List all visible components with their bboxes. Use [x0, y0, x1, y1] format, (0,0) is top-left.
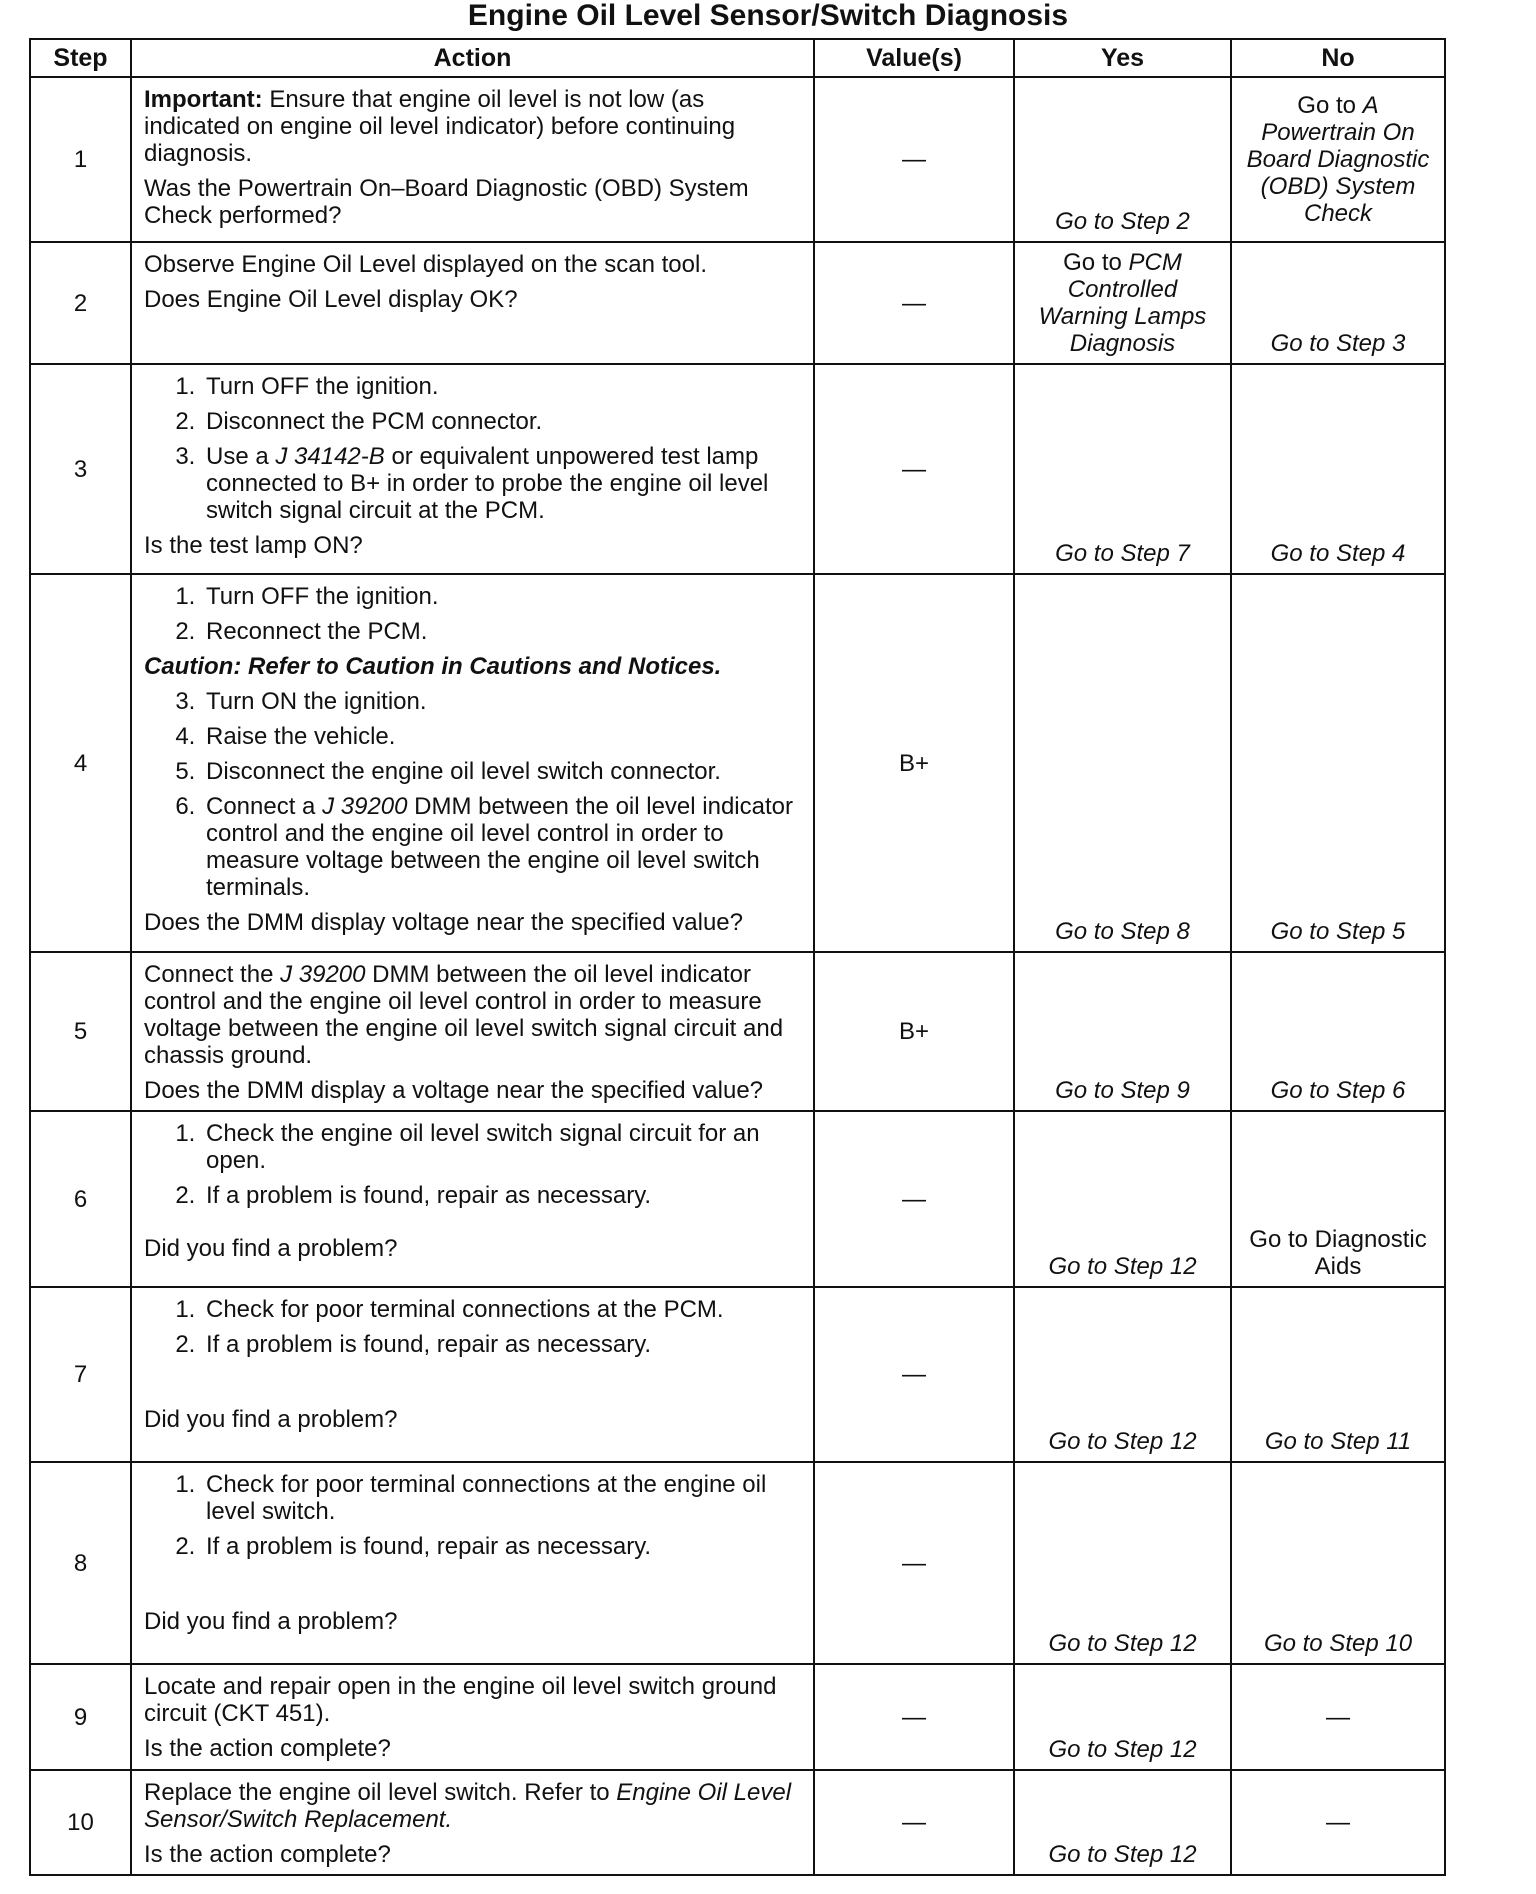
yes-cell: Go to Step 2	[1014, 77, 1231, 242]
question: Is the action complete?	[144, 1841, 391, 1868]
action-cell	[131, 77, 814, 242]
action-cell: Connect the J 39200 DMM between the oil level indicator control and the engine oil level control in order to measure voltage between the engine oil level switch signal circuit and chassis ground. Does the DMM display a voltage near the specified value?	[131, 952, 814, 1111]
header-no: No	[1231, 39, 1445, 77]
step-number: 9	[30, 1664, 131, 1770]
diagnosis-table	[29, 38, 1446, 1876]
value-cell: —	[814, 77, 1014, 242]
action-cell	[131, 1462, 814, 1664]
yes-cell: Go to Step 12	[1014, 1770, 1231, 1875]
header-action: Action	[131, 39, 814, 77]
question: Does the DMM display a voltage near the specified value?	[144, 1077, 764, 1104]
step-number: 8	[30, 1462, 131, 1664]
value-cell: —	[814, 1462, 1014, 1664]
procedure-list	[144, 1296, 803, 1358]
action-cell	[131, 574, 814, 952]
yes-cell: Go to Step 9	[1014, 952, 1231, 1111]
header-row	[30, 39, 1445, 77]
no-cell: Go to Step 3	[1231, 242, 1445, 364]
action-cell: Observe Engine Oil Level displayed on the scan tool. Does Engine Oil Level display OK?	[131, 242, 814, 364]
action-cell	[131, 1287, 814, 1462]
important-note: Important: Ensure that engine oil level is not low (as indicated on engine oil level indicator) before continuing diagnosis.	[144, 86, 736, 167]
value-cell: —	[814, 1111, 1014, 1287]
value-cell: —	[814, 242, 1014, 364]
question: Is the action complete?	[144, 1735, 391, 1762]
list-item: 2. Disconnect the PCM connector.	[202, 408, 803, 435]
no-cell: —	[1231, 1770, 1445, 1875]
question: Is the test lamp ON?	[144, 532, 363, 559]
procedure-list	[144, 1120, 803, 1209]
list-item: 3. Turn ON the ignition.	[202, 688, 803, 715]
value-cell: B+	[814, 574, 1014, 952]
header-values: Value(s)	[814, 39, 1014, 77]
action-cell: Locate and repair open in the engine oil level switch ground circuit (CKT 451). Is the action complete?	[131, 1664, 814, 1770]
question: Did you find a problem?	[144, 1235, 398, 1262]
list-item: 1. Turn OFF the ignition.	[202, 583, 803, 610]
yes-cell: Go to Step 12	[1014, 1462, 1231, 1664]
header-step: Step	[30, 39, 131, 77]
list-item: 2. If a problem is found, repair as necessary.	[202, 1182, 803, 1209]
question: Did you find a problem?	[144, 1608, 398, 1635]
list-item: 6. Connect a J 39200 DMM between the oil level indicator control and the engine oil level control in order to measure voltage between the engine oil level switch terminals.	[202, 793, 803, 901]
list-item: 1. Turn OFF the ignition.	[202, 373, 803, 400]
question: Did you find a problem?	[144, 1406, 398, 1433]
step-number: 2	[30, 242, 131, 364]
caution-note: Caution: Refer to Caution in Cautions and Notices.	[144, 653, 722, 680]
step-number: 7	[30, 1287, 131, 1462]
procedure-list	[144, 1471, 803, 1560]
action-cell: Replace the engine oil level switch. Refer to Engine Oil Level Sensor/Switch Replacement. Is the action complete?	[131, 1770, 814, 1875]
action-cell	[131, 1111, 814, 1287]
no-cell: —	[1231, 1664, 1445, 1770]
list-item: 2. If a problem is found, repair as necessary.	[202, 1331, 803, 1358]
step-number: 10	[30, 1770, 131, 1875]
document-title: Engine Oil Level Sensor/Switch Diagnosis	[467, 0, 1069, 32]
table-row	[30, 77, 1445, 242]
list-item: 4. Raise the vehicle.	[202, 723, 803, 750]
no-cell: Go to Step 5	[1231, 574, 1445, 952]
no-cell: Go to Diagnostic Aids	[1231, 1111, 1445, 1287]
yes-cell: Go to Step 12	[1014, 1111, 1231, 1287]
table-row	[30, 1287, 1445, 1462]
procedure-list	[144, 583, 803, 645]
yes-cell: Go to Step 7	[1014, 364, 1231, 574]
step-number: 4	[30, 574, 131, 952]
table-row	[30, 364, 1445, 574]
list-item: 2. Reconnect the PCM.	[202, 618, 803, 645]
step-number: 1	[30, 77, 131, 242]
table-row	[30, 242, 1445, 364]
question: Does the DMM display voltage near the specified value?	[144, 909, 743, 936]
value-cell: —	[814, 1770, 1014, 1875]
table-row	[30, 1770, 1445, 1875]
action-cell	[131, 364, 814, 574]
no-cell: Go to Step 11	[1231, 1287, 1445, 1462]
value-cell: —	[814, 1287, 1014, 1462]
no-cell: Go to Step 4	[1231, 364, 1445, 574]
table-row	[30, 952, 1445, 1111]
list-item: 3. Use a J 34142-B or equivalent unpowered test lamp connected to B+ in order to probe the engine oil level switch signal circuit at the PCM.	[202, 443, 803, 524]
no-cell: Go to Step 10	[1231, 1462, 1445, 1664]
question: Does Engine Oil Level display OK?	[144, 286, 518, 313]
yes-cell: Go to Step 12	[1014, 1664, 1231, 1770]
list-item: 2. If a problem is found, repair as necessary.	[202, 1533, 803, 1560]
procedure-list	[144, 688, 803, 901]
list-item: 5. Disconnect the engine oil level switch connector.	[202, 758, 803, 785]
procedure-list	[144, 373, 803, 524]
question: Was the Powertrain On–Board Diagnostic (OBD) System Check performed?	[144, 175, 749, 229]
yes-cell: Go to Step 8	[1014, 574, 1231, 952]
list-item: 1. Check for poor terminal connections at the PCM.	[202, 1296, 803, 1323]
value-cell: —	[814, 364, 1014, 574]
step-number: 3	[30, 364, 131, 574]
value-cell: B+	[814, 952, 1014, 1111]
step-number: 6	[30, 1111, 131, 1287]
yes-cell: Go to PCM Controlled Warning Lamps Diagnosis	[1014, 242, 1231, 364]
no-cell: Go to Step 6	[1231, 952, 1445, 1111]
step-number: 5	[30, 952, 131, 1111]
table-row	[30, 1664, 1445, 1770]
list-item: 1. Check the engine oil level switch signal circuit for an open.	[202, 1120, 803, 1174]
value-cell: —	[814, 1664, 1014, 1770]
no-cell: Go to A Powertrain On Board Diagnostic (OBD) System Check	[1231, 77, 1445, 242]
table-row	[30, 574, 1445, 952]
header-yes: Yes	[1014, 39, 1231, 77]
table-row	[30, 1462, 1445, 1664]
table-row	[30, 1111, 1445, 1287]
list-item: 1. Check for poor terminal connections at the engine oil level switch.	[202, 1471, 803, 1525]
yes-cell: Go to Step 12	[1014, 1287, 1231, 1462]
